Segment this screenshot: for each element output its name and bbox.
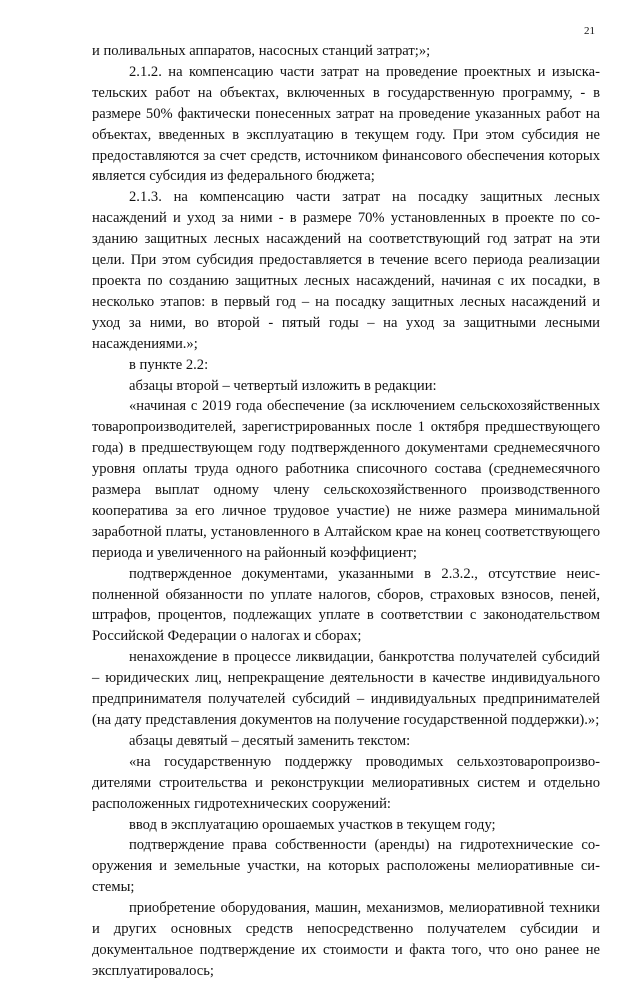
- paragraph: подтвержденное документами, указанными в 2.3.2., отсутствие неисполненной обязанности по уплате налогов, сборов, страховых взносов, пеней, штрафов, процентов, подлежащих уплате в соответствии с законодательством Российской Федерации о налогах и сборах;: [92, 565, 600, 645]
- paragraph: приобретение оборудования, машин, механизмов, мелиоративной техники и других основных средств непосредственно получателем субсидии и документальное подтверждение их стоимости и факта того, что оно ранее не эксплуатировалось;: [92, 900, 600, 979]
- paragraph: в пункте 2.2:: [129, 356, 209, 373]
- paragraph: ввод в эксплуатацию орошаемых участков в текущем году;: [129, 816, 496, 833]
- paragraph: и поливальных аппаратов, насосных станций затрат;»;: [92, 43, 431, 59]
- paragraph: 2.1.3. на компенсацию части затрат на посадку защитных лесных насаждений и уход за ними - в размере 70% установленных в проекте по созданию защитных лесных насаждений на соответствующий год затрат на эти цели. При этом субсидия предоставляется в течение всего периода реализации проекта по созданию защитных лесных насаждений, начиная с их посадки, в несколько этапов: в первый год – на посадку защитных лесных насаждений и уход за ними, во второй - пятый годы – на уход за защитными лесными насаждениями.»;: [92, 189, 600, 352]
- paragraph: 2.1.2. на компенсацию части затрат на проведение проектных и изыскательских работ на объектах, включенных в государственную программу, - в размере 50% фактически понесенных затрат на проведение указанных работ на объектах, введенных в эксплуатацию в текущем году. При этом субсидия не предоставляются за счет средств, источником финансового обеспечения которых является субсидия из федерального бюджета;: [92, 63, 600, 185]
- page-number: 21: [584, 25, 595, 37]
- paragraph: абзацы девятый – десятый заменить текстом:: [129, 732, 411, 749]
- document-body: [92, 41, 600, 982]
- paragraph: подтверждение права собственности (аренды) на гидротехнические сооружения и земельные участки, на которых расположены мелиоративные системы;: [92, 837, 600, 896]
- paragraph: «начиная с 2019 года обеспечение (за исключением сельскохозяйственных товаропроизводителей, зарегистрированных после 1 октября предшествующего года) в предшествующем году подтвержденного документами среднемесячного уровня оплаты труда одного работника списочного состава (среднемесячного размера выплат одному члену сельскохозяйственного производственного кооператива за его личное трудовое участие) не ниже размера минимальной заработной платы, установленного в Алтайском крае на конец соответствующего периода и увеличенного на районный коэффициент;: [92, 398, 600, 561]
- paragraph: «на государственную поддержку проводимых сельхозтоваропроизводителями строительства и реконструкции мелиоративных систем и отдельно расположенных гидротехнических сооружений:: [92, 753, 600, 812]
- paragraph: абзацы второй – четвертый изложить в редакции:: [129, 377, 437, 394]
- paragraph: ненахождение в процессе ликвидации, банкротства получателей субсидий – юридических лиц, непрекращение деятельности в качестве индивидуального предпринимателя получателей субсидий – индивидуальных предпринимателей (на дату представления документов на получение государственной поддержки).»;: [92, 649, 600, 728]
